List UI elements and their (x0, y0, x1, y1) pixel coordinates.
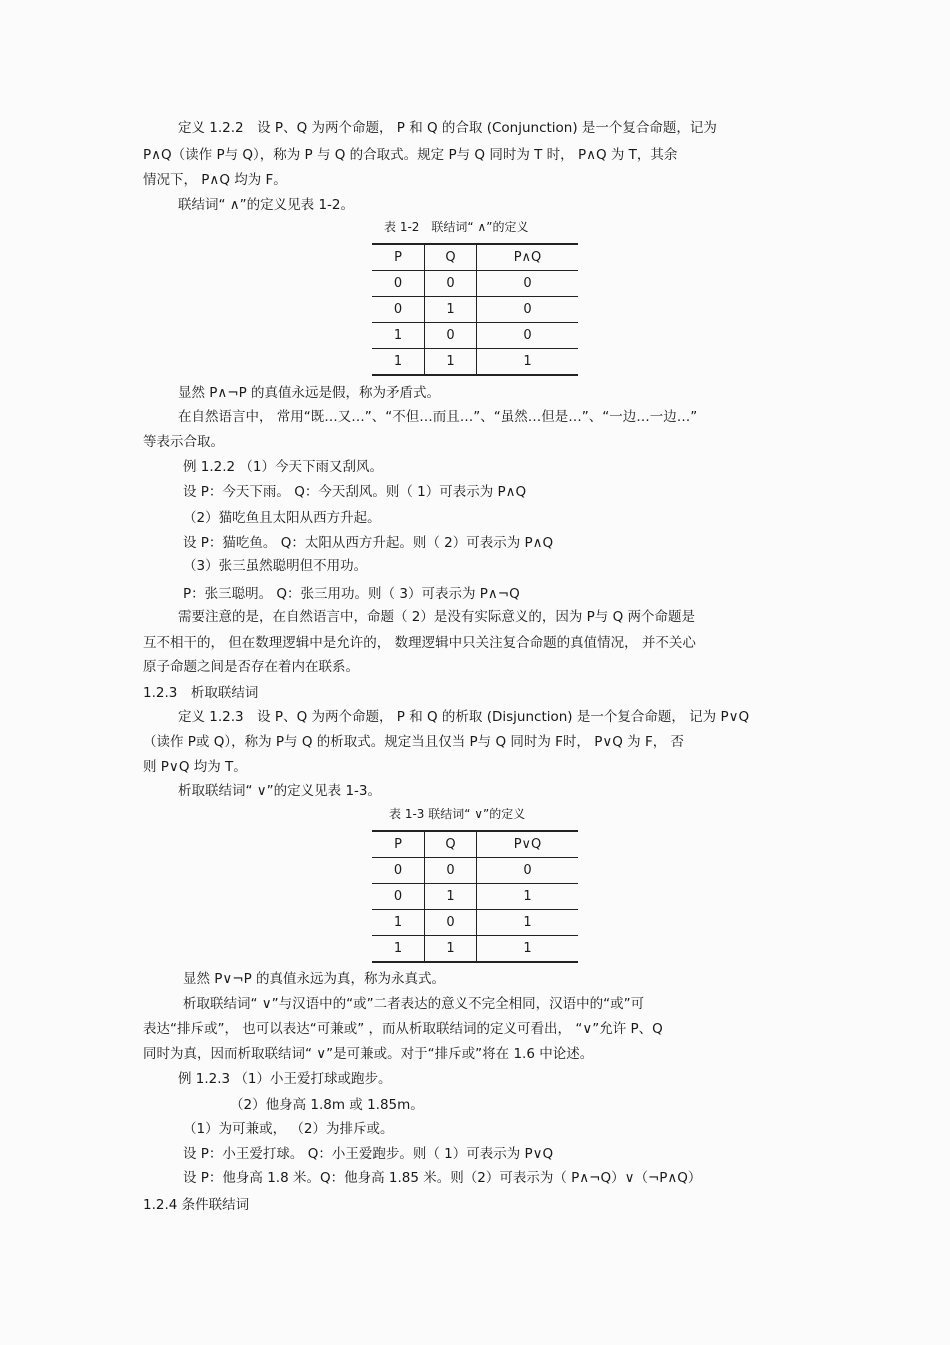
example-1-2-3-line-1: （2）他身高 1.8m 或 1.85m。 (230, 1097, 424, 1113)
example-1-2-3-line-4: 设 P：他身高 1.8 米。Q：他身高 1.85 米。则（2）可表示为（ P∧¬Q）∨（¬P∧Q） (183, 1170, 702, 1186)
table-cell: 0 (372, 884, 425, 910)
definition-1-2-3-line-1: 定义 1.2.3 设 P、Q 为两个命题， P 和 Q 的析取 (Disjunction) 是一个复合命题， 记为 P∨Q (178, 709, 750, 725)
table-cell: 0 (372, 858, 425, 884)
table-header-cell: P∨Q (477, 831, 579, 858)
natural-language-line-2: 等表示合取。 (143, 434, 224, 450)
table-header-cell: P∧Q (477, 244, 579, 271)
example-1-2-2-line-1: 设 P：今天下雨。 Q：今天刮风。则（ 1）可表示为 P∧Q (183, 484, 527, 500)
disjunction-note-line-1: 析取联结词“ ∨”与汉语中的“或”二者表达的意义不完全相同，汉语中的“或”可 (183, 996, 645, 1012)
table-header-cell: Q (425, 244, 477, 271)
natural-language-line-1: 在自然语言中， 常用“既…又…”、“不但…而且…”、“虽然…但是…”、“一边…一边…” (178, 409, 698, 425)
section-heading-1-2-4: 1.2.4 条件联结词 (143, 1197, 250, 1213)
section-heading-1-2-3: 1.2.3 析取联结词 (143, 685, 259, 701)
table-cell: 0 (425, 858, 477, 884)
definition-1-2-3-line-3: 则 P∨Q 均为 T。 (143, 759, 247, 775)
table-cell: 1 (477, 910, 579, 936)
disjunction-note-line-2: 表达“排斥或”， 也可以表达“可兼或” ，而从析取联结词的定义可看出， “∨”允许 P、Q (143, 1021, 663, 1037)
contradiction-statement: 显然 P∧¬P 的真值永远是假，称为矛盾式。 (178, 385, 441, 401)
definition-1-2-3-line-2: （读作 P或 Q），称为 P与 Q 的析取式。规定当且仅当 P与 Q 同时为 F时， P∨Q 为 F， 否 (143, 734, 685, 750)
example-1-2-2-line-4: （3）张三虽然聪明但不用功。 (183, 558, 368, 574)
table-cell: 1 (372, 910, 425, 936)
table-row (372, 271, 578, 297)
table-cell: 1 (372, 936, 425, 963)
table-1-3-caption: 表 1-3 联结词“ ∨”的定义 (389, 807, 526, 821)
table-header-cell: P (372, 244, 425, 271)
example-1-2-3-line-2: （1）为可兼或， （2）为排斥或。 (183, 1121, 394, 1137)
example-1-2-3-line-3: 设 P：小王爱打球。 Q：小王爱跑步。则（ 1）可表示为 P∨Q (183, 1146, 554, 1162)
conjunction-table-reference: 联结词“ ∧”的定义见表 1-2。 (178, 197, 355, 213)
table-row (372, 910, 578, 936)
table-cell: 0 (372, 271, 425, 297)
table-row (372, 936, 578, 963)
table-row (372, 884, 578, 910)
disjunction-table-reference: 析取联结词“ ∨”的定义见表 1-3。 (178, 783, 382, 799)
table-1-3-disjunction-truth-table (372, 830, 578, 963)
example-1-2-3-title: 例 1.2.3 （1）小王爱打球或跑步。 (178, 1071, 392, 1087)
table-header-cell: Q (425, 831, 477, 858)
table-cell: 1 (372, 349, 425, 376)
definition-1-2-2-line-3: 情况下， P∧Q 均为 F。 (143, 172, 287, 188)
example-1-2-2-line-2: （2）猫吃鱼且太阳从西方升起。 (183, 510, 381, 526)
disjunction-note-line-3: 同时为真，因而析取联结词“ ∨”是可兼或。对于“排斥或”将在 1.6 中论述。 (143, 1046, 594, 1062)
table-cell: 0 (477, 271, 579, 297)
table-row (372, 323, 578, 349)
definition-1-2-2-line-1: 定义 1.2.2 设 P、Q 为两个命题， P 和 Q 的合取 (Conjunction) 是一个复合命题，记为 (178, 120, 717, 136)
table-cell: 0 (425, 323, 477, 349)
table-cell: 0 (425, 910, 477, 936)
table-cell: 1 (477, 349, 579, 376)
table-cell: 0 (425, 271, 477, 297)
table-cell: 1 (425, 884, 477, 910)
table-cell: 1 (425, 349, 477, 376)
note-line-2: 互不相干的， 但在数理逻辑中是允许的， 数理逻辑中只关注复合命题的真值情况， 并不关心 (143, 635, 696, 651)
table-row (372, 349, 578, 376)
table-header-cell: P (372, 831, 425, 858)
table-cell: 1 (425, 936, 477, 963)
tautology-statement: 显然 P∨¬P 的真值永远为真，称为永真式。 (183, 971, 446, 987)
note-line-3: 原子命题之间是否存在着内在联系。 (143, 659, 359, 675)
example-1-2-2-line-5: P：张三聪明。 Q：张三用功。则（ 3）可表示为 P∧¬Q (183, 586, 520, 602)
table-1-2-conjunction-truth-table (372, 243, 578, 376)
table-cell: 1 (372, 323, 425, 349)
table-header-row (372, 244, 578, 271)
table-header-row (372, 831, 578, 858)
table-cell: 1 (425, 297, 477, 323)
table-row (372, 858, 578, 884)
table-cell: 1 (477, 884, 579, 910)
table-cell: 0 (372, 297, 425, 323)
definition-1-2-2-line-2: P∧Q（读作 P与 Q），称为 P 与 Q 的合取式。规定 P与 Q 同时为 T 时， P∧Q 为 T，其余 (143, 147, 678, 163)
note-line-1: 需要注意的是，在自然语言中，命题（ 2）是没有实际意义的，因为 P与 Q 两个命题是 (178, 609, 696, 625)
table-cell: 0 (477, 323, 579, 349)
table-cell: 0 (477, 297, 579, 323)
table-row (372, 297, 578, 323)
table-cell: 1 (477, 936, 579, 963)
table-cell: 0 (477, 858, 579, 884)
table-1-2-caption: 表 1-2 联结词“ ∧”的定义 (384, 220, 529, 234)
example-1-2-2-line-3: 设 P：猫吃鱼。 Q：太阳从西方升起。则（ 2）可表示为 P∧Q (183, 535, 554, 551)
example-1-2-2-title: 例 1.2.2 （1）今天下雨又刮风。 (183, 459, 384, 475)
